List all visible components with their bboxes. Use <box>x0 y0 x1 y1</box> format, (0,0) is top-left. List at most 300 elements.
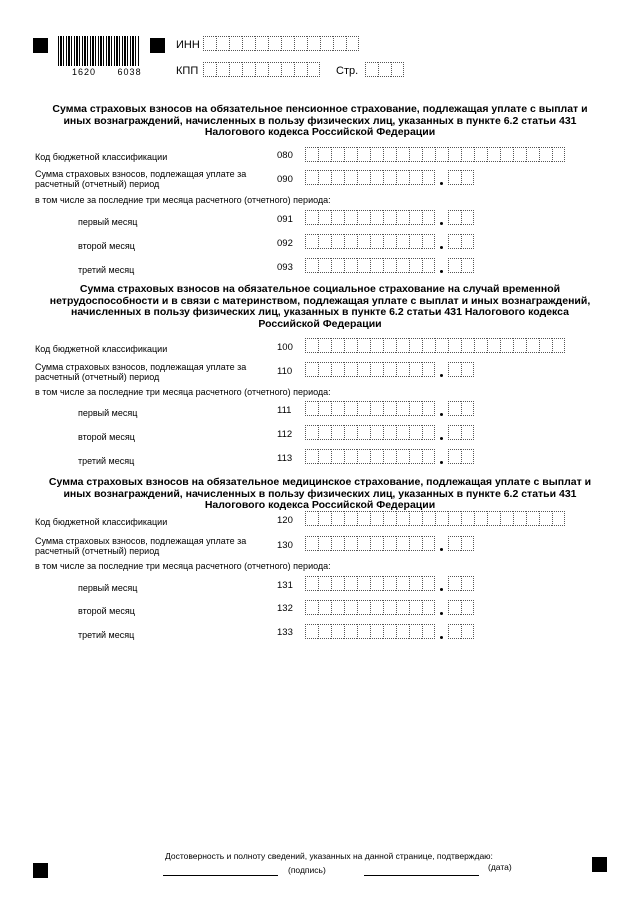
input-cell[interactable] <box>461 449 474 464</box>
input-cell[interactable] <box>461 258 474 273</box>
input-cell[interactable] <box>305 234 318 249</box>
month-kopecks-field[interactable] <box>448 401 474 416</box>
line-code: 093 <box>277 262 293 273</box>
input-cell[interactable] <box>448 258 461 273</box>
month-kopecks-field[interactable] <box>448 449 474 464</box>
input-cell[interactable] <box>474 338 487 353</box>
input-cell[interactable] <box>318 624 331 639</box>
input-cell[interactable] <box>357 234 370 249</box>
line-code: 092 <box>277 238 293 249</box>
input-cell[interactable] <box>448 425 461 440</box>
section-title: Сумма страховых взносов на обязательное пенсионное страхование, подлежащая уплате с выплат и иных вознаграждений, начисленных в пользу физических лиц, указанных в пункте 6.2 статьи 431 Налогового кодекса Российской Федерации <box>52 103 588 138</box>
input-cell[interactable] <box>370 425 383 440</box>
input-cell[interactable] <box>370 210 383 225</box>
line-code: 113 <box>277 453 293 464</box>
input-cell[interactable] <box>344 401 357 416</box>
input-cell[interactable] <box>331 624 344 639</box>
input-cell[interactable] <box>422 338 435 353</box>
input-cell[interactable] <box>331 449 344 464</box>
month-rubles-field[interactable] <box>305 401 435 416</box>
input-cell[interactable] <box>461 210 474 225</box>
input-cell[interactable] <box>461 234 474 249</box>
input-cell[interactable] <box>370 362 383 377</box>
line-code: 120 <box>277 515 293 526</box>
input-cell[interactable] <box>344 362 357 377</box>
input-cell[interactable] <box>409 170 422 185</box>
month-kopecks-field[interactable] <box>448 210 474 225</box>
line-code: 133 <box>277 627 293 638</box>
input-cell[interactable] <box>370 600 383 615</box>
month-label: второй месяц <box>78 241 135 251</box>
input-cell[interactable] <box>365 62 378 77</box>
barcode-digit-group: 1620 <box>72 67 97 77</box>
input-cell[interactable] <box>318 536 331 551</box>
input-cell[interactable] <box>370 449 383 464</box>
input-cell[interactable] <box>461 600 474 615</box>
kbk-field[interactable] <box>305 147 565 162</box>
input-cell[interactable] <box>448 401 461 416</box>
input-cell[interactable] <box>409 511 422 526</box>
date-line[interactable] <box>364 875 479 876</box>
sum-label: Сумма страховых взносов, подлежащая уплате за расчетный (отчетный) период <box>35 536 247 556</box>
input-cell[interactable] <box>344 536 357 551</box>
input-cell[interactable] <box>318 425 331 440</box>
input-cell[interactable] <box>422 624 435 639</box>
input-cell[interactable] <box>305 401 318 416</box>
input-cell[interactable] <box>409 338 422 353</box>
input-cell[interactable] <box>396 147 409 162</box>
input-cell[interactable] <box>357 170 370 185</box>
input-cell[interactable] <box>487 338 500 353</box>
input-cell[interactable] <box>378 62 391 77</box>
input-cell[interactable] <box>305 511 318 526</box>
decimal-point <box>440 413 443 416</box>
input-cell[interactable] <box>448 210 461 225</box>
input-cell[interactable] <box>203 62 216 77</box>
input-cell[interactable] <box>357 600 370 615</box>
input-cell[interactable] <box>357 147 370 162</box>
input-cell[interactable] <box>344 170 357 185</box>
input-cell[interactable] <box>331 576 344 591</box>
months-note: в том числе за последние три месяца расчетного (отчетного) периода: <box>35 387 331 397</box>
input-cell[interactable] <box>448 147 461 162</box>
input-cell[interactable] <box>396 258 409 273</box>
input-cell[interactable] <box>203 36 216 51</box>
input-cell[interactable] <box>229 62 242 77</box>
confirmation-text: Достоверность и полноту сведений, указанных на данной странице, подтверждаю: <box>165 851 493 861</box>
input-cell[interactable] <box>344 147 357 162</box>
input-cell[interactable] <box>305 624 318 639</box>
input-cell[interactable] <box>305 258 318 273</box>
input-cell[interactable] <box>539 338 552 353</box>
input-cell[interactable] <box>409 576 422 591</box>
kpp-label: КПП <box>176 65 199 77</box>
input-cell[interactable] <box>435 338 448 353</box>
input-cell[interactable] <box>318 147 331 162</box>
month-label: второй месяц <box>78 432 135 442</box>
input-cell[interactable] <box>409 600 422 615</box>
input-cell[interactable] <box>396 449 409 464</box>
input-cell[interactable] <box>305 147 318 162</box>
input-cell[interactable] <box>474 147 487 162</box>
input-cell[interactable] <box>461 338 474 353</box>
input-cell[interactable] <box>448 338 461 353</box>
input-cell[interactable] <box>396 425 409 440</box>
line-code: 112 <box>277 429 293 440</box>
input-cell[interactable] <box>344 511 357 526</box>
month-kopecks-field[interactable] <box>448 258 474 273</box>
input-cell[interactable] <box>422 449 435 464</box>
line-code: 131 <box>277 580 293 591</box>
input-cell[interactable] <box>357 624 370 639</box>
input-cell[interactable] <box>305 600 318 615</box>
input-cell[interactable] <box>461 536 474 551</box>
kbk-label: Код бюджетной классификации <box>35 152 168 162</box>
input-cell[interactable] <box>409 425 422 440</box>
kbk-field[interactable] <box>305 338 565 353</box>
month-rubles-field[interactable] <box>305 425 435 440</box>
input-cell[interactable] <box>370 511 383 526</box>
input-cell[interactable] <box>396 234 409 249</box>
input-cell[interactable] <box>357 536 370 551</box>
input-cell[interactable] <box>448 624 461 639</box>
input-cell[interactable] <box>539 511 552 526</box>
input-cell[interactable] <box>422 210 435 225</box>
input-cell[interactable] <box>357 258 370 273</box>
input-cell[interactable] <box>383 536 396 551</box>
month-rubles-field[interactable] <box>305 576 435 591</box>
input-cell[interactable] <box>552 147 565 162</box>
input-cell[interactable] <box>370 536 383 551</box>
input-cell[interactable] <box>344 210 357 225</box>
month-rubles-field[interactable] <box>305 449 435 464</box>
input-cell[interactable] <box>383 425 396 440</box>
input-cell[interactable] <box>391 62 404 77</box>
month-kopecks-field[interactable] <box>448 425 474 440</box>
input-cell[interactable] <box>357 401 370 416</box>
input-cell[interactable] <box>318 600 331 615</box>
input-cell[interactable] <box>448 511 461 526</box>
kbk-label: Код бюджетной классификации <box>35 517 168 527</box>
input-cell[interactable] <box>255 36 268 51</box>
input-cell[interactable] <box>513 511 526 526</box>
input-cell[interactable] <box>383 210 396 225</box>
input-cell[interactable] <box>344 338 357 353</box>
input-cell[interactable] <box>307 62 320 77</box>
input-cell[interactable] <box>513 147 526 162</box>
months-note: в том числе за последние три месяца расчетного (отчетного) периода: <box>35 561 331 571</box>
input-cell[interactable] <box>370 170 383 185</box>
input-cell[interactable] <box>409 449 422 464</box>
decimal-point <box>440 612 443 615</box>
input-cell[interactable] <box>461 147 474 162</box>
input-cell[interactable] <box>435 511 448 526</box>
input-cell[interactable] <box>396 210 409 225</box>
input-cell[interactable] <box>500 147 513 162</box>
input-cell[interactable] <box>331 425 344 440</box>
input-cell[interactable] <box>370 576 383 591</box>
input-cell[interactable] <box>370 258 383 273</box>
page-label: Стр. <box>336 65 359 77</box>
input-cell[interactable] <box>344 425 357 440</box>
input-cell[interactable] <box>500 338 513 353</box>
input-cell[interactable] <box>383 147 396 162</box>
decimal-point <box>440 270 443 273</box>
input-cell[interactable] <box>396 338 409 353</box>
input-cell[interactable] <box>357 362 370 377</box>
month-rubles-field[interactable] <box>305 258 435 273</box>
input-cell[interactable] <box>396 576 409 591</box>
page-number-field[interactable] <box>365 62 404 77</box>
input-cell[interactable] <box>318 511 331 526</box>
input-cell[interactable] <box>383 600 396 615</box>
input-cell[interactable] <box>331 338 344 353</box>
input-cell[interactable] <box>344 258 357 273</box>
input-cell[interactable] <box>552 511 565 526</box>
input-cell[interactable] <box>268 36 281 51</box>
input-cell[interactable] <box>396 600 409 615</box>
input-cell[interactable] <box>333 36 346 51</box>
date-label: (дата) <box>488 862 512 872</box>
input-cell[interactable] <box>294 62 307 77</box>
input-cell[interactable] <box>422 170 435 185</box>
input-cell[interactable] <box>255 62 268 77</box>
input-cell[interactable] <box>409 362 422 377</box>
input-cell[interactable] <box>383 362 396 377</box>
input-cell[interactable] <box>435 147 448 162</box>
input-cell[interactable] <box>294 36 307 51</box>
input-cell[interactable] <box>357 576 370 591</box>
sum-label: Сумма страховых взносов, подлежащая уплате за расчетный (отчетный) период <box>35 362 247 382</box>
input-cell[interactable] <box>331 362 344 377</box>
input-cell[interactable] <box>448 449 461 464</box>
month-kopecks-field[interactable] <box>448 234 474 249</box>
input-cell[interactable] <box>422 536 435 551</box>
input-cell[interactable] <box>344 576 357 591</box>
input-cell[interactable] <box>409 147 422 162</box>
input-cell[interactable] <box>318 362 331 377</box>
signature-label: (подпись) <box>288 865 326 875</box>
input-cell[interactable] <box>448 362 461 377</box>
input-cell[interactable] <box>331 258 344 273</box>
month-kopecks-field[interactable] <box>448 600 474 615</box>
input-cell[interactable] <box>500 511 513 526</box>
input-cell[interactable] <box>383 576 396 591</box>
input-cell[interactable] <box>422 401 435 416</box>
month-kopecks-field[interactable] <box>448 624 474 639</box>
input-cell[interactable] <box>357 449 370 464</box>
input-cell[interactable] <box>396 511 409 526</box>
input-cell[interactable] <box>461 170 474 185</box>
input-cell[interactable] <box>448 536 461 551</box>
input-cell[interactable] <box>422 425 435 440</box>
input-cell[interactable] <box>370 624 383 639</box>
barcode-digit-group: 6038 <box>117 67 142 77</box>
input-cell[interactable] <box>383 234 396 249</box>
input-cell[interactable] <box>318 401 331 416</box>
kpp-field[interactable] <box>203 62 320 77</box>
input-cell[interactable] <box>331 536 344 551</box>
month-label: третий месяц <box>78 456 135 466</box>
input-cell[interactable] <box>461 624 474 639</box>
input-cell[interactable] <box>383 170 396 185</box>
decimal-point <box>440 246 443 249</box>
sum-rubles-field[interactable] <box>305 362 435 377</box>
corner-marker-top-left <box>33 38 48 53</box>
input-cell[interactable] <box>281 36 294 51</box>
input-cell[interactable] <box>331 170 344 185</box>
input-cell[interactable] <box>383 511 396 526</box>
input-cell[interactable] <box>357 338 370 353</box>
input-cell[interactable] <box>487 147 500 162</box>
kbk-field[interactable] <box>305 511 565 526</box>
input-cell[interactable] <box>344 624 357 639</box>
input-cell[interactable] <box>409 234 422 249</box>
input-cell[interactable] <box>409 624 422 639</box>
input-cell[interactable] <box>539 147 552 162</box>
input-cell[interactable] <box>357 425 370 440</box>
input-cell[interactable] <box>526 147 539 162</box>
input-cell[interactable] <box>344 234 357 249</box>
input-cell[interactable] <box>396 401 409 416</box>
input-cell[interactable] <box>229 36 242 51</box>
input-cell[interactable] <box>331 210 344 225</box>
input-cell[interactable] <box>487 511 500 526</box>
input-cell[interactable] <box>344 600 357 615</box>
line-code: 110 <box>277 366 293 377</box>
input-cell[interactable] <box>383 258 396 273</box>
input-cell[interactable] <box>409 258 422 273</box>
input-cell[interactable] <box>526 511 539 526</box>
input-cell[interactable] <box>474 511 487 526</box>
month-label: третий месяц <box>78 265 135 275</box>
input-cell[interactable] <box>396 536 409 551</box>
input-cell[interactable] <box>448 576 461 591</box>
input-cell[interactable] <box>331 511 344 526</box>
input-cell[interactable] <box>552 338 565 353</box>
input-cell[interactable] <box>318 234 331 249</box>
input-cell[interactable] <box>396 624 409 639</box>
corner-marker-top-mid <box>150 38 165 53</box>
input-cell[interactable] <box>422 147 435 162</box>
input-cell[interactable] <box>305 338 318 353</box>
input-cell[interactable] <box>318 170 331 185</box>
input-cell[interactable] <box>305 576 318 591</box>
month-rubles-field[interactable] <box>305 234 435 249</box>
input-cell[interactable] <box>305 449 318 464</box>
sum-rubles-field[interactable] <box>305 536 435 551</box>
input-cell[interactable] <box>357 210 370 225</box>
input-cell[interactable] <box>409 536 422 551</box>
input-cell[interactable] <box>461 401 474 416</box>
input-cell[interactable] <box>305 425 318 440</box>
input-cell[interactable] <box>318 449 331 464</box>
month-kopecks-field[interactable] <box>448 576 474 591</box>
input-cell[interactable] <box>307 36 320 51</box>
input-cell[interactable] <box>513 338 526 353</box>
input-cell[interactable] <box>305 362 318 377</box>
input-cell[interactable] <box>461 362 474 377</box>
input-cell[interactable] <box>346 36 359 51</box>
input-cell[interactable] <box>396 170 409 185</box>
input-cell[interactable] <box>370 338 383 353</box>
signature-line[interactable] <box>163 875 278 876</box>
input-cell[interactable] <box>383 449 396 464</box>
input-cell[interactable] <box>318 576 331 591</box>
input-cell[interactable] <box>422 258 435 273</box>
input-cell[interactable] <box>331 234 344 249</box>
input-cell[interactable] <box>281 62 294 77</box>
input-cell[interactable] <box>305 210 318 225</box>
line-code: 111 <box>277 405 292 416</box>
input-cell[interactable] <box>344 449 357 464</box>
input-cell[interactable] <box>357 511 370 526</box>
input-cell[interactable] <box>370 401 383 416</box>
input-cell[interactable] <box>331 600 344 615</box>
sum-rubles-field[interactable] <box>305 170 435 185</box>
input-cell[interactable] <box>422 511 435 526</box>
input-cell[interactable] <box>383 624 396 639</box>
input-cell[interactable] <box>461 511 474 526</box>
input-cell[interactable] <box>383 401 396 416</box>
input-cell[interactable] <box>422 576 435 591</box>
inn-field[interactable] <box>203 36 359 51</box>
input-cell[interactable] <box>305 536 318 551</box>
input-cell[interactable] <box>461 425 474 440</box>
month-rubles-field[interactable] <box>305 210 435 225</box>
input-cell[interactable] <box>305 170 318 185</box>
sum-kopecks-field[interactable] <box>448 536 474 551</box>
input-cell[interactable] <box>216 62 229 77</box>
month-rubles-field[interactable] <box>305 600 435 615</box>
input-cell[interactable] <box>242 36 255 51</box>
input-cell[interactable] <box>242 62 255 77</box>
input-cell[interactable] <box>331 401 344 416</box>
input-cell[interactable] <box>318 258 331 273</box>
input-cell[interactable] <box>331 147 344 162</box>
sum-kopecks-field[interactable] <box>448 362 474 377</box>
line-code: 090 <box>277 174 293 185</box>
input-cell[interactable] <box>216 36 229 51</box>
input-cell[interactable] <box>409 401 422 416</box>
input-cell[interactable] <box>448 234 461 249</box>
input-cell[interactable] <box>422 234 435 249</box>
line-code: 132 <box>277 603 293 614</box>
input-cell[interactable] <box>409 210 422 225</box>
input-cell[interactable] <box>370 147 383 162</box>
months-note: в том числе за последние три месяца расчетного (отчетного) периода: <box>35 195 331 205</box>
input-cell[interactable] <box>396 362 409 377</box>
input-cell[interactable] <box>318 338 331 353</box>
month-rubles-field[interactable] <box>305 624 435 639</box>
decimal-point <box>440 588 443 591</box>
input-cell[interactable] <box>526 338 539 353</box>
input-cell[interactable] <box>320 36 333 51</box>
input-cell[interactable] <box>448 600 461 615</box>
input-cell[interactable] <box>422 362 435 377</box>
input-cell[interactable] <box>461 576 474 591</box>
sum-kopecks-field[interactable] <box>448 170 474 185</box>
input-cell[interactable] <box>422 600 435 615</box>
input-cell[interactable] <box>268 62 281 77</box>
input-cell[interactable] <box>448 170 461 185</box>
decimal-point <box>440 548 443 551</box>
input-cell[interactable] <box>370 234 383 249</box>
input-cell[interactable] <box>383 338 396 353</box>
barcode <box>58 36 140 66</box>
input-cell[interactable] <box>318 210 331 225</box>
line-code: 130 <box>277 540 293 551</box>
